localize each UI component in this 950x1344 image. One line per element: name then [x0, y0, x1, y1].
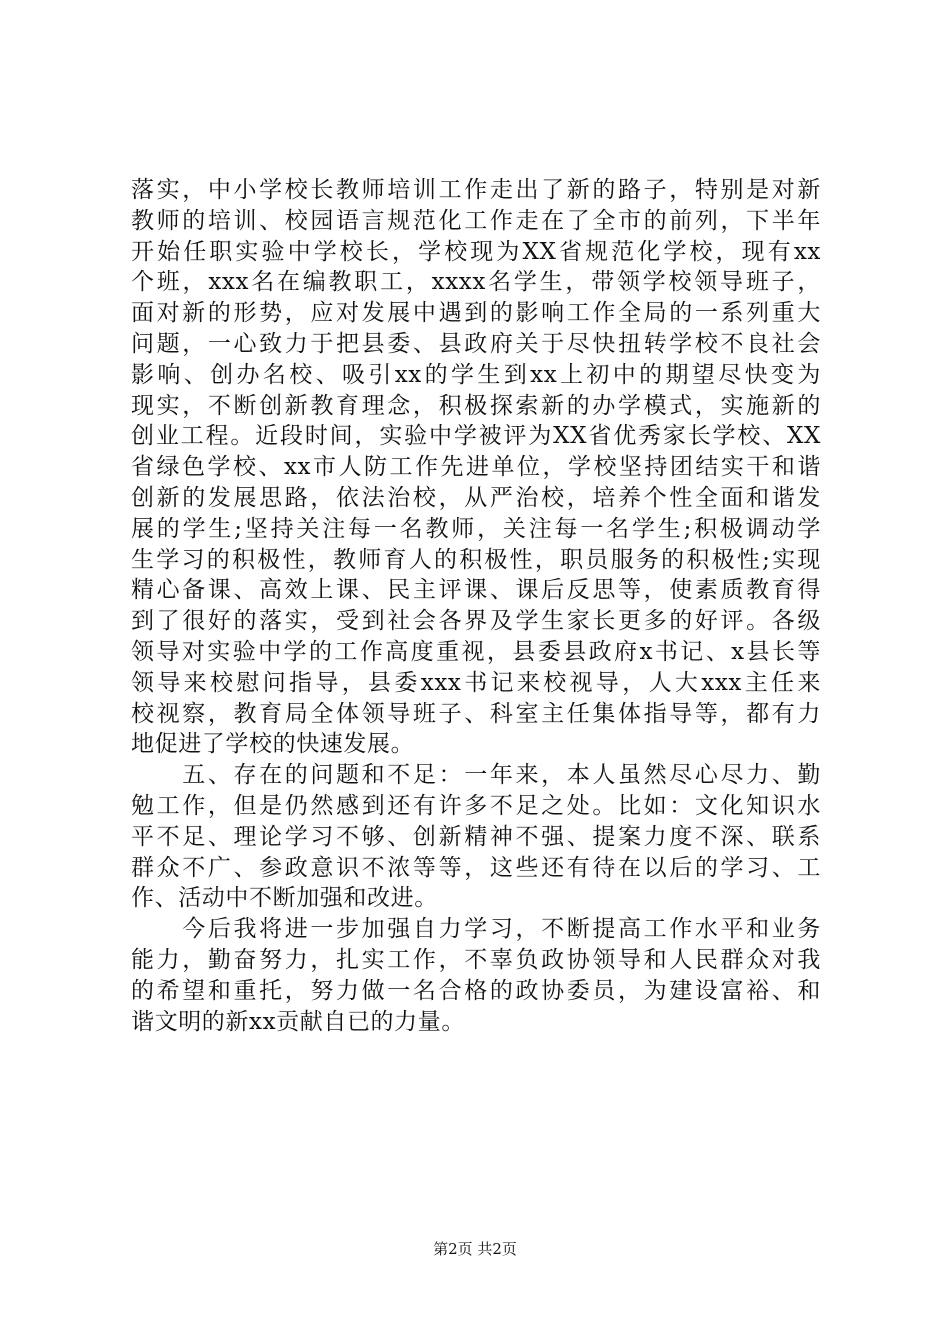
- paragraph-outlook: [131, 914, 821, 1037]
- text-line: 个班，xxx名在编教职工，xxxx名学生，带领学校领导班子，: [131, 269, 821, 296]
- text-line: 落实，中小学校长教师培训工作走出了新的路子，特别是对新: [131, 177, 821, 203]
- text-line: 五、存在的问题和不足：一年来，本人虽然尽心尽力、勤: [131, 762, 821, 789]
- text-line: 群众不广、参政意识不浓等等，这些还有待在以后的学习、工: [131, 854, 821, 881]
- paragraph-continuation: [131, 175, 821, 760]
- text-line: 领导对实验中学的工作高度重视，县委县政府x书记、x县长等: [131, 638, 821, 665]
- text-line: 现实，不断创新教育理念，积极探索新的办学模式，实施新的: [131, 392, 821, 419]
- text-line: 精心备课、高效上课、民主评课、课后反思等，使素质教育得: [131, 577, 821, 604]
- text-line: 校视察，教育局全体领导班子、科室主任集体指导等，都有力: [131, 700, 821, 727]
- text-line: 创新的发展思路，依法治校，从严治校，培养个性全面和谐发: [131, 484, 821, 511]
- text-line: 展的学生;坚持关注每一名教师，关注每一名学生;积极调动学: [131, 515, 821, 542]
- text-line: 能力，勤奋努力，扎实工作，不辜负政协领导和人民群众对我: [131, 946, 821, 973]
- text-line: 地促进了学校的快速发展。: [131, 731, 415, 758]
- paragraph-problems: [131, 760, 821, 914]
- text-line: 面对新的形势，应对发展中遇到的影响工作全局的一系列重大: [131, 300, 821, 327]
- text-line: 到了很好的落实，受到社会各界及学生家长更多的好评。各级: [131, 608, 821, 635]
- text-line: 领导来校慰问指导，县委xxx书记来校视导，人大xxx主任来: [131, 669, 821, 696]
- text-line: 平不足、理论学习不够、创新精神不强、提案力度不深、联系: [131, 823, 821, 850]
- text-line: 勉工作，但是仍然感到还有许多不足之处。比如：文化知识水: [131, 792, 821, 819]
- text-line: 谐文明的新xx贡献自已的力量。: [131, 1008, 465, 1035]
- text-line: 的希望和重托，努力做一名合格的政协委员，为建设富裕、和: [131, 977, 821, 1004]
- text-line: 问题，一心致力于把县委、县政府关于尽快扭转学校不良社会: [131, 330, 821, 357]
- text-line: 教师的培训、校园语言规范化工作走在了全市的前列，下半年: [131, 207, 821, 234]
- document-body: [131, 175, 821, 1037]
- text-line: 今后我将进一步加强自力学习，不断提高工作水平和业务: [131, 916, 821, 943]
- text-line: 作、活动中不断加强和改进。: [131, 885, 438, 912]
- text-line: 省绿色学校、xx市人防工作先进单位，学校坚持团结实干和谐: [131, 454, 821, 481]
- text-line: 影响、创办名校、吸引xx的学生到xx上初中的期望尽快变为: [131, 361, 821, 388]
- page-number-footer: 第2页 共2页: [433, 1240, 517, 1258]
- text-line: 创业工程。近段时间，实验中学被评为XX省优秀家长学校、XX: [131, 423, 821, 450]
- text-line: 开始任职实验中学校长，学校现为XX省规范化学校，现有xx: [131, 238, 821, 265]
- text-line: 生学习的积极性，教师育人的积极性，职员服务的积极性;实现: [131, 546, 821, 573]
